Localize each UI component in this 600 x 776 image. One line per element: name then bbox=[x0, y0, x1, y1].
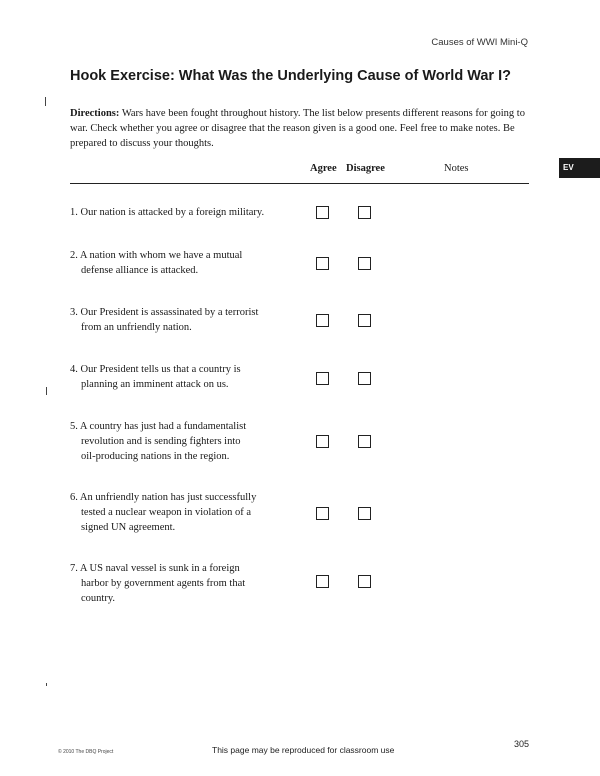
agree-column-header: Agree bbox=[310, 163, 337, 174]
question-5-line-1: 5. A country has just had a fundamentalist bbox=[70, 421, 247, 432]
question-1 bbox=[70, 205, 292, 220]
question-7-agree-checkbox[interactable] bbox=[316, 575, 329, 588]
notes-column-header: Notes bbox=[444, 163, 469, 174]
question-1-line-1: 1. Our nation is attacked by a foreign military. bbox=[70, 207, 265, 218]
question-2 bbox=[70, 248, 292, 278]
question-4-line-1: 4. Our President tells us that a country is bbox=[70, 364, 241, 375]
question-3-line-2: from an unfriendly nation. bbox=[81, 322, 192, 333]
margin-mark bbox=[46, 387, 47, 395]
question-7-line-3: country. bbox=[81, 593, 116, 604]
question-3-agree-checkbox[interactable] bbox=[316, 314, 329, 327]
question-5-line-2: revolution and is sending fighters into bbox=[81, 436, 241, 447]
directions-label: Directions: bbox=[70, 108, 120, 119]
question-3-line-1: 3. Our President is assassinated by a terrorist bbox=[70, 307, 259, 318]
question-6-line-3: signed UN agreement. bbox=[81, 522, 176, 533]
header-rule bbox=[70, 183, 529, 184]
question-2-disagree-checkbox[interactable] bbox=[358, 257, 371, 270]
question-5-agree-checkbox[interactable] bbox=[316, 435, 329, 448]
page-title: Hook Exercise: What Was the Underlying Cause of World War I? bbox=[70, 68, 511, 84]
margin-mark bbox=[45, 97, 46, 106]
question-4 bbox=[70, 362, 292, 392]
question-7 bbox=[70, 561, 292, 606]
disagree-column-header: Disagree bbox=[346, 163, 385, 174]
question-3 bbox=[70, 305, 292, 335]
question-2-line-2: defense alliance is attacked. bbox=[81, 265, 199, 276]
reproduction-notice: This page may be reproduced for classroom use bbox=[212, 745, 395, 755]
side-tab: EV bbox=[559, 158, 600, 178]
question-5-line-3: oil-producing nations in the region. bbox=[81, 451, 230, 462]
question-6-line-1: 6. An unfriendly nation has just successfully bbox=[70, 492, 257, 503]
directions-paragraph bbox=[70, 106, 530, 151]
margin-mark bbox=[46, 683, 47, 686]
question-7-line-1: 7. A US naval vessel is sunk in a foreign bbox=[70, 563, 240, 574]
question-2-agree-checkbox[interactable] bbox=[316, 257, 329, 270]
question-2-line-1: 2. A nation with whom we have a mutual bbox=[70, 250, 243, 261]
question-7-disagree-checkbox[interactable] bbox=[358, 575, 371, 588]
question-4-agree-checkbox[interactable] bbox=[316, 372, 329, 385]
question-5-disagree-checkbox[interactable] bbox=[358, 435, 371, 448]
question-6-line-2: tested a nuclear weapon in violation of a bbox=[81, 507, 251, 518]
series-tag: Causes of WWI Mini-Q bbox=[431, 37, 528, 48]
question-3-disagree-checkbox[interactable] bbox=[358, 314, 371, 327]
page-number: 305 bbox=[514, 739, 530, 749]
question-7-line-2: harbor by government agents from that bbox=[81, 578, 246, 589]
question-6-disagree-checkbox[interactable] bbox=[358, 507, 371, 520]
question-5 bbox=[70, 419, 292, 464]
directions-text: Wars have been fought throughout history. The list below presents different reasons for going to war. Check whether you agree or disagree that the reason given is a good one. Feel free to make notes. Be prepared to discuss your thoughts. bbox=[70, 108, 525, 149]
question-1-disagree-checkbox[interactable] bbox=[358, 206, 371, 219]
question-6-agree-checkbox[interactable] bbox=[316, 507, 329, 520]
question-1-agree-checkbox[interactable] bbox=[316, 206, 329, 219]
question-4-line-2: planning an imminent attack on us. bbox=[81, 379, 229, 390]
copyright-notice: © 2010 The DBQ Project bbox=[58, 749, 114, 755]
question-4-disagree-checkbox[interactable] bbox=[358, 372, 371, 385]
question-6 bbox=[70, 490, 292, 535]
